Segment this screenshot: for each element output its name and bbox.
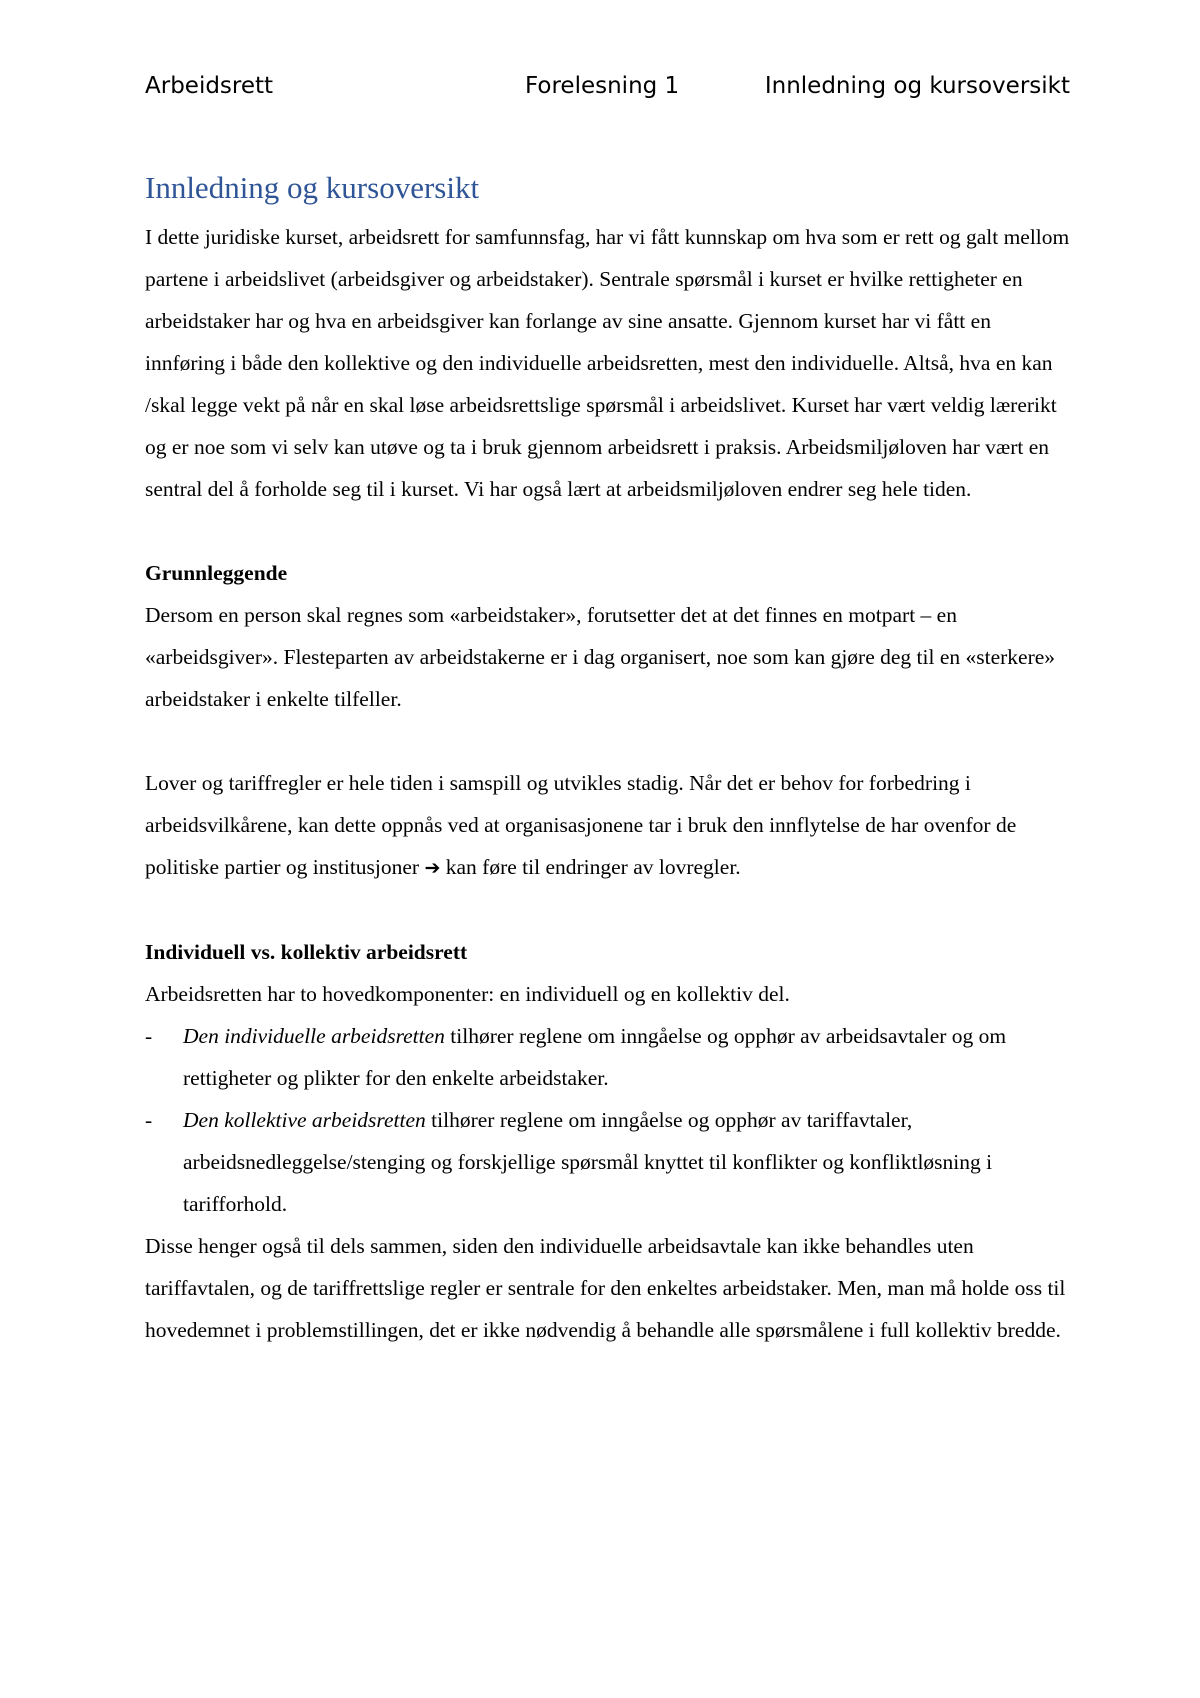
list-item-text: tilhører reglene om inngåelse og opphør av tariffavtaler, arbeidsnedleggelse/stenging og forskjellige spørsmål knyttet til konflikter og konfliktløsning i tarifforhold. — [183, 1108, 993, 1216]
header-topic: Innledning og kursoversikt — [764, 73, 1070, 99]
spacer — [145, 889, 1070, 931]
section-heading-grunnleggende: Grunnleggende — [145, 561, 288, 585]
intro-paragraph: I dette juridiske kurset, arbeidsrett for samfunnsfag, har vi fått kunnskap om hva som er rett og galt mellom partene i arbeidslivet (arbeidsgiver og arbeidstaker). Sentrale spørsmål i kurset er hvilke rettigheter en arbeidstaker har og hva en arbeidsgiver kan forlange av sine ansatte. Gjennom kurset har vi fått en innføring i både den kollektive og den individuelle arbeidsretten, mest den individuelle. Altså, hva en kan /skal legge vekt på når en skal løse arbeidsrettslige spørsmål i arbeidslivet. Kurset har vært veldig lærerikt og er noe som vi selv kan utøve og ta i bruk gjennom arbeidsrett i praksis. Arbeidsmiljøloven har vært en sentral del å forholde seg til i kurset. Vi har også lært at arbeidsmiljøloven endrer seg hele tiden. — [145, 225, 1070, 501]
list-dash: - — [145, 1024, 153, 1048]
document-title: Innledning og kursoversikt — [145, 170, 480, 205]
section1-paragraph-2 — [145, 762, 1070, 889]
section2-closing: Disse henger også til dels sammen, siden den individuelle arbeidsavtale kan ikke behandles uten tariffavtalen, og de tariffrettslige regler er sentrale for den enkeltes arbeidstaker. Men, man må holde oss til hovedemnet i problemstillingen, det er ikke nødvendig å behandle alle spørsmålene i full kollektiv bredde. — [145, 1234, 1066, 1342]
list-item — [145, 1015, 1070, 1099]
arrow-right-icon: ➔ — [424, 857, 441, 879]
list-item-term: Den individuelle arbeidsretten — [183, 1024, 445, 1048]
list-item-text: tilhører reglene om inngåelse og opphør av arbeidsavtaler og om rettigheter og plikter for den enkelte arbeidstaker. — [183, 1024, 1007, 1090]
section1-p2-after: kan føre til endringer av lovregler. — [440, 855, 741, 879]
document-body — [145, 164, 1070, 1351]
spacer — [145, 720, 1070, 762]
section1-paragraph-1: Dersom en person skal regnes som «arbeidstaker», forutsetter det at det finnes en motpart – en «arbeidsgiver». Flesteparten av arbeidstakerne er i dag organisert, noe som kan gjøre deg til en «sterkere» arbeidstaker i enkelte tilfeller. — [145, 603, 1056, 711]
list-item-term: Den kollektive arbeidsretten — [183, 1108, 426, 1132]
section-heading-individuell-kollektiv: Individuell vs. kollektiv arbeidsrett — [145, 940, 468, 964]
section2-intro: Arbeidsretten har to hovedkomponenter: en individuell og en kollektiv del. — [145, 982, 790, 1006]
dash-list — [145, 1015, 1070, 1225]
list-dash: - — [145, 1108, 153, 1132]
header-course: Arbeidsrett — [145, 73, 274, 99]
spacer — [145, 510, 1070, 552]
section1-p2-text: Lover og tariffregler er hele tiden i samspill og utvikles stadig. Når det er behov for forbedring i arbeidsvilkårene, kan dette oppnås ved at organisasjonene tar i bruk den innflytelse de har ovenfor de politiske partier og institusjoner — [145, 771, 1017, 879]
header-lecture: Forelesning 1 — [525, 73, 680, 99]
list-item — [145, 1099, 1070, 1225]
page-header — [145, 68, 1070, 104]
